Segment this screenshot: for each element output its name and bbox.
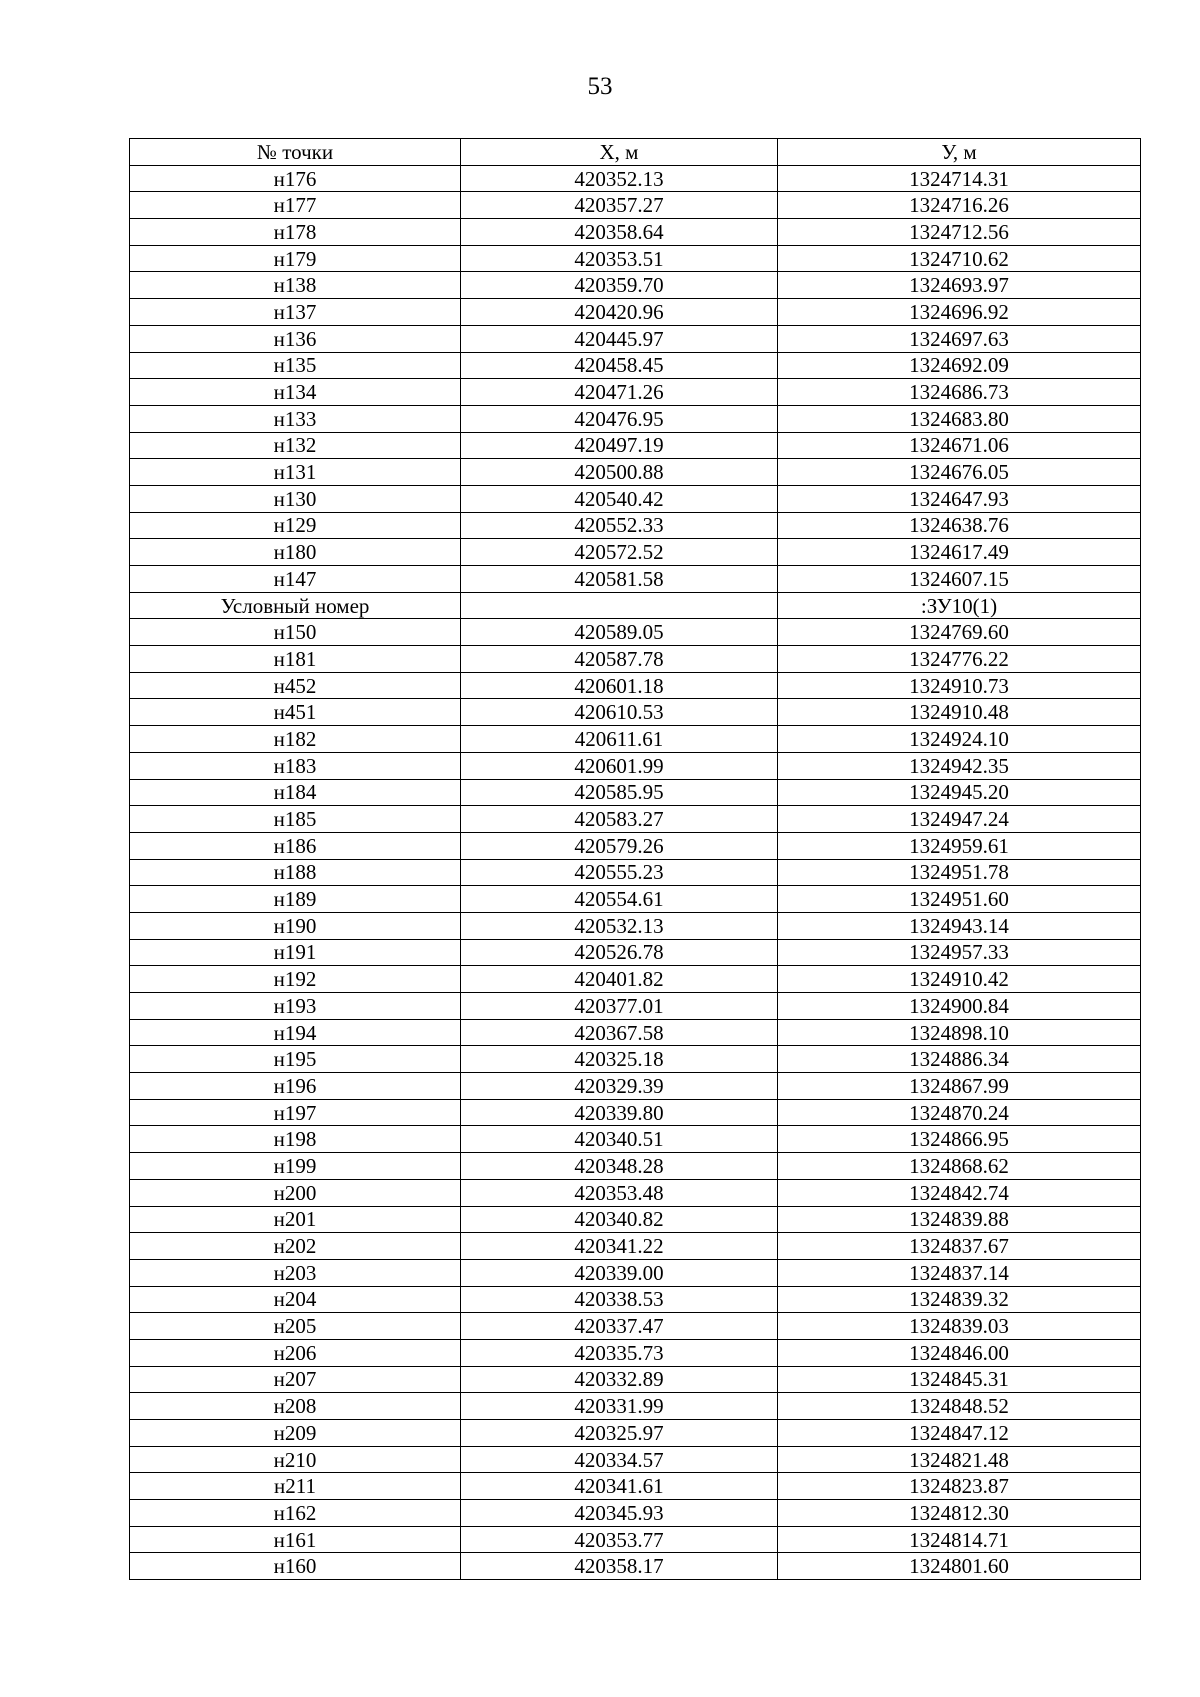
table-row — [130, 1553, 1141, 1580]
point-number-cell: н133 — [130, 405, 461, 432]
x-coordinate-cell: 420552.33 — [461, 512, 778, 539]
x-coordinate-cell: 420572.52 — [461, 539, 778, 566]
x-coordinate-cell: 420341.61 — [461, 1473, 778, 1500]
table-row — [130, 993, 1141, 1020]
table-row — [130, 1473, 1141, 1500]
table-row — [130, 886, 1141, 913]
x-coordinate-cell: 420332.89 — [461, 1366, 778, 1393]
y-coordinate-cell: 1324900.84 — [778, 993, 1141, 1020]
y-coordinate-cell: 1324870.24 — [778, 1099, 1141, 1126]
point-number-cell: н188 — [130, 859, 461, 886]
y-coordinate-cell: :ЗУ10(1) — [778, 592, 1141, 619]
x-coordinate-cell: 420352.13 — [461, 165, 778, 192]
table-row — [130, 672, 1141, 699]
y-coordinate-cell: 1324910.48 — [778, 699, 1141, 726]
x-coordinate-cell: 420555.23 — [461, 859, 778, 886]
x-coordinate-cell: 420329.39 — [461, 1073, 778, 1100]
x-coordinate-cell — [461, 592, 778, 619]
point-number-cell: н160 — [130, 1553, 461, 1580]
y-coordinate-cell: 1324959.61 — [778, 832, 1141, 859]
table-row — [130, 1286, 1141, 1313]
y-coordinate-cell: 1324716.26 — [778, 192, 1141, 219]
y-coordinate-cell: 1324776.22 — [778, 646, 1141, 673]
table-row — [130, 165, 1141, 192]
x-coordinate-cell: 420353.48 — [461, 1179, 778, 1206]
x-coordinate-cell: 420554.61 — [461, 886, 778, 913]
point-number-cell: н186 — [130, 832, 461, 859]
table-row — [130, 1019, 1141, 1046]
table-row — [130, 1446, 1141, 1473]
y-coordinate-cell: 1324945.20 — [778, 779, 1141, 806]
page-number: 53 — [587, 73, 613, 100]
point-number-cell: н180 — [130, 539, 461, 566]
x-coordinate-cell: 420610.53 — [461, 699, 778, 726]
point-number-cell: н203 — [130, 1259, 461, 1286]
y-coordinate-cell: 1324710.62 — [778, 245, 1141, 272]
y-coordinate-cell: 1324910.73 — [778, 672, 1141, 699]
table-row — [130, 485, 1141, 512]
table-row — [130, 1099, 1141, 1126]
table-body — [130, 165, 1141, 1579]
header-point-number: № точки — [130, 139, 461, 166]
table-row — [130, 1233, 1141, 1260]
point-number-cell: н138 — [130, 272, 461, 299]
table-row — [130, 219, 1141, 246]
point-number-cell: н177 — [130, 192, 461, 219]
x-coordinate-cell: 420601.99 — [461, 752, 778, 779]
point-number-cell: н161 — [130, 1526, 461, 1553]
x-coordinate-cell: 420339.00 — [461, 1259, 778, 1286]
point-number-cell: н202 — [130, 1233, 461, 1260]
point-number-cell: н178 — [130, 219, 461, 246]
x-coordinate-cell: 420500.88 — [461, 459, 778, 486]
x-coordinate-cell: 420358.17 — [461, 1553, 778, 1580]
y-coordinate-cell: 1324686.73 — [778, 379, 1141, 406]
point-number-cell: н191 — [130, 939, 461, 966]
point-number-cell: н211 — [130, 1473, 461, 1500]
y-coordinate-cell: 1324712.56 — [778, 219, 1141, 246]
point-number-cell: н198 — [130, 1126, 461, 1153]
point-number-cell: н209 — [130, 1420, 461, 1447]
y-coordinate-cell: 1324839.88 — [778, 1206, 1141, 1233]
table-row — [130, 1393, 1141, 1420]
point-number-cell: н193 — [130, 993, 461, 1020]
x-coordinate-cell: 420579.26 — [461, 832, 778, 859]
point-number-cell: н147 — [130, 566, 461, 593]
y-coordinate-cell: 1324812.30 — [778, 1500, 1141, 1527]
point-number-cell: н150 — [130, 619, 461, 646]
x-coordinate-cell: 420348.28 — [461, 1153, 778, 1180]
table-row — [130, 299, 1141, 326]
point-number-cell: н189 — [130, 886, 461, 913]
table-header-row — [130, 139, 1141, 166]
table-row — [130, 325, 1141, 352]
x-coordinate-cell: 420471.26 — [461, 379, 778, 406]
point-number-cell: н184 — [130, 779, 461, 806]
y-coordinate-cell: 1324839.32 — [778, 1286, 1141, 1313]
x-coordinate-cell: 420353.51 — [461, 245, 778, 272]
point-number-cell: н204 — [130, 1286, 461, 1313]
x-coordinate-cell: 420589.05 — [461, 619, 778, 646]
table-row — [130, 1153, 1141, 1180]
table-row — [130, 726, 1141, 753]
x-coordinate-cell: 420581.58 — [461, 566, 778, 593]
point-number-cell: н197 — [130, 1099, 461, 1126]
x-coordinate-cell: 420359.70 — [461, 272, 778, 299]
point-number-cell: н185 — [130, 806, 461, 833]
point-number-cell: н205 — [130, 1313, 461, 1340]
x-coordinate-cell: 420377.01 — [461, 993, 778, 1020]
y-coordinate-cell: 1324607.15 — [778, 566, 1141, 593]
y-coordinate-cell: 1324839.03 — [778, 1313, 1141, 1340]
point-number-cell: н182 — [130, 726, 461, 753]
x-coordinate-cell: 420358.64 — [461, 219, 778, 246]
y-coordinate-cell: 1324714.31 — [778, 165, 1141, 192]
point-number-cell: Условный номер — [130, 592, 461, 619]
x-coordinate-cell: 420331.99 — [461, 1393, 778, 1420]
table-row — [130, 859, 1141, 886]
x-coordinate-cell: 420458.45 — [461, 352, 778, 379]
point-number-cell: н131 — [130, 459, 461, 486]
y-coordinate-cell: 1324868.62 — [778, 1153, 1141, 1180]
x-coordinate-cell: 420357.27 — [461, 192, 778, 219]
x-coordinate-cell: 420585.95 — [461, 779, 778, 806]
x-coordinate-cell: 420420.96 — [461, 299, 778, 326]
point-number-cell: н201 — [130, 1206, 461, 1233]
y-coordinate-cell: 1324837.67 — [778, 1233, 1141, 1260]
point-number-cell: н452 — [130, 672, 461, 699]
x-coordinate-cell: 420601.18 — [461, 672, 778, 699]
table-row — [130, 1073, 1141, 1100]
table-row — [130, 379, 1141, 406]
y-coordinate-cell: 1324924.10 — [778, 726, 1141, 753]
table-row — [130, 912, 1141, 939]
point-number-cell: н208 — [130, 1393, 461, 1420]
table-row — [130, 1339, 1141, 1366]
table-row — [130, 752, 1141, 779]
y-coordinate-cell: 1324697.63 — [778, 325, 1141, 352]
table-row — [130, 779, 1141, 806]
table-row — [130, 192, 1141, 219]
x-coordinate-cell: 420341.22 — [461, 1233, 778, 1260]
y-coordinate-cell: 1324951.60 — [778, 886, 1141, 913]
y-coordinate-cell: 1324842.74 — [778, 1179, 1141, 1206]
y-coordinate-cell: 1324866.95 — [778, 1126, 1141, 1153]
table-row — [130, 966, 1141, 993]
point-number-cell: н199 — [130, 1153, 461, 1180]
point-number-cell: н451 — [130, 699, 461, 726]
y-coordinate-cell: 1324947.24 — [778, 806, 1141, 833]
table-row — [130, 1526, 1141, 1553]
x-coordinate-cell: 420526.78 — [461, 939, 778, 966]
point-number-cell: н206 — [130, 1339, 461, 1366]
y-coordinate-cell: 1324910.42 — [778, 966, 1141, 993]
table-row — [130, 1366, 1141, 1393]
table-row — [130, 1259, 1141, 1286]
point-number-cell: н200 — [130, 1179, 461, 1206]
point-number-cell: н130 — [130, 485, 461, 512]
x-coordinate-cell: 420335.73 — [461, 1339, 778, 1366]
table-row — [130, 405, 1141, 432]
point-number-cell: н195 — [130, 1046, 461, 1073]
table-row — [130, 245, 1141, 272]
y-coordinate-cell: 1324943.14 — [778, 912, 1141, 939]
header-y-coordinate: У, м — [778, 139, 1141, 166]
y-coordinate-cell: 1324845.31 — [778, 1366, 1141, 1393]
x-coordinate-cell: 420367.58 — [461, 1019, 778, 1046]
y-coordinate-cell: 1324638.76 — [778, 512, 1141, 539]
table-row — [130, 699, 1141, 726]
table-row — [130, 832, 1141, 859]
x-coordinate-cell: 420338.53 — [461, 1286, 778, 1313]
y-coordinate-cell: 1324846.00 — [778, 1339, 1141, 1366]
y-coordinate-cell: 1324898.10 — [778, 1019, 1141, 1046]
point-number-cell: н137 — [130, 299, 461, 326]
x-coordinate-cell: 420587.78 — [461, 646, 778, 673]
point-number-cell: н162 — [130, 1500, 461, 1527]
table-row — [130, 352, 1141, 379]
header-x-coordinate: X, м — [461, 139, 778, 166]
y-coordinate-cell: 1324821.48 — [778, 1446, 1141, 1473]
y-coordinate-cell: 1324696.92 — [778, 299, 1141, 326]
y-coordinate-cell: 1324647.93 — [778, 485, 1141, 512]
x-coordinate-cell: 420401.82 — [461, 966, 778, 993]
point-number-cell: н192 — [130, 966, 461, 993]
x-coordinate-cell: 420583.27 — [461, 806, 778, 833]
table-row — [130, 512, 1141, 539]
x-coordinate-cell: 420340.82 — [461, 1206, 778, 1233]
table-row — [130, 806, 1141, 833]
table-row — [130, 1500, 1141, 1527]
x-coordinate-cell: 420476.95 — [461, 405, 778, 432]
table-row — [130, 566, 1141, 593]
y-coordinate-cell: 1324671.06 — [778, 432, 1141, 459]
table-row — [130, 592, 1141, 619]
y-coordinate-cell: 1324769.60 — [778, 619, 1141, 646]
x-coordinate-cell: 420445.97 — [461, 325, 778, 352]
table-row — [130, 459, 1141, 486]
table-row — [130, 939, 1141, 966]
table-row — [130, 539, 1141, 566]
x-coordinate-cell: 420353.77 — [461, 1526, 778, 1553]
point-number-cell: н132 — [130, 432, 461, 459]
x-coordinate-cell: 420532.13 — [461, 912, 778, 939]
y-coordinate-cell: 1324837.14 — [778, 1259, 1141, 1286]
table-row — [130, 619, 1141, 646]
point-number-cell: н196 — [130, 1073, 461, 1100]
table-row — [130, 1126, 1141, 1153]
table-row — [130, 272, 1141, 299]
y-coordinate-cell: 1324886.34 — [778, 1046, 1141, 1073]
x-coordinate-cell: 420540.42 — [461, 485, 778, 512]
point-number-cell: н183 — [130, 752, 461, 779]
point-number-cell: н135 — [130, 352, 461, 379]
y-coordinate-cell: 1324942.35 — [778, 752, 1141, 779]
x-coordinate-cell: 420337.47 — [461, 1313, 778, 1340]
table-row — [130, 646, 1141, 673]
x-coordinate-cell: 420325.18 — [461, 1046, 778, 1073]
y-coordinate-cell: 1324848.52 — [778, 1393, 1141, 1420]
x-coordinate-cell: 420497.19 — [461, 432, 778, 459]
y-coordinate-cell: 1324692.09 — [778, 352, 1141, 379]
point-number-cell: н129 — [130, 512, 461, 539]
point-number-cell: н176 — [130, 165, 461, 192]
y-coordinate-cell: 1324801.60 — [778, 1553, 1141, 1580]
x-coordinate-cell: 420339.80 — [461, 1099, 778, 1126]
y-coordinate-cell: 1324683.80 — [778, 405, 1141, 432]
point-number-cell: н210 — [130, 1446, 461, 1473]
point-number-cell: н134 — [130, 379, 461, 406]
x-coordinate-cell: 420325.97 — [461, 1420, 778, 1447]
y-coordinate-cell: 1324957.33 — [778, 939, 1141, 966]
x-coordinate-cell: 420345.93 — [461, 1500, 778, 1527]
table-row — [130, 1046, 1141, 1073]
table-row — [130, 1420, 1141, 1447]
table-row — [130, 1179, 1141, 1206]
y-coordinate-cell: 1324847.12 — [778, 1420, 1141, 1447]
x-coordinate-cell: 420334.57 — [461, 1446, 778, 1473]
point-number-cell: н136 — [130, 325, 461, 352]
y-coordinate-cell: 1324617.49 — [778, 539, 1141, 566]
point-number-cell: н179 — [130, 245, 461, 272]
y-coordinate-cell: 1324951.78 — [778, 859, 1141, 886]
x-coordinate-cell: 420611.61 — [461, 726, 778, 753]
point-number-cell: н190 — [130, 912, 461, 939]
x-coordinate-cell: 420340.51 — [461, 1126, 778, 1153]
coordinates-table — [129, 138, 1141, 1580]
table-row — [130, 432, 1141, 459]
point-number-cell: н194 — [130, 1019, 461, 1046]
y-coordinate-cell: 1324823.87 — [778, 1473, 1141, 1500]
table-row — [130, 1206, 1141, 1233]
point-number-cell: н207 — [130, 1366, 461, 1393]
y-coordinate-cell: 1324693.97 — [778, 272, 1141, 299]
y-coordinate-cell: 1324676.05 — [778, 459, 1141, 486]
y-coordinate-cell: 1324814.71 — [778, 1526, 1141, 1553]
y-coordinate-cell: 1324867.99 — [778, 1073, 1141, 1100]
table-row — [130, 1313, 1141, 1340]
point-number-cell: н181 — [130, 646, 461, 673]
